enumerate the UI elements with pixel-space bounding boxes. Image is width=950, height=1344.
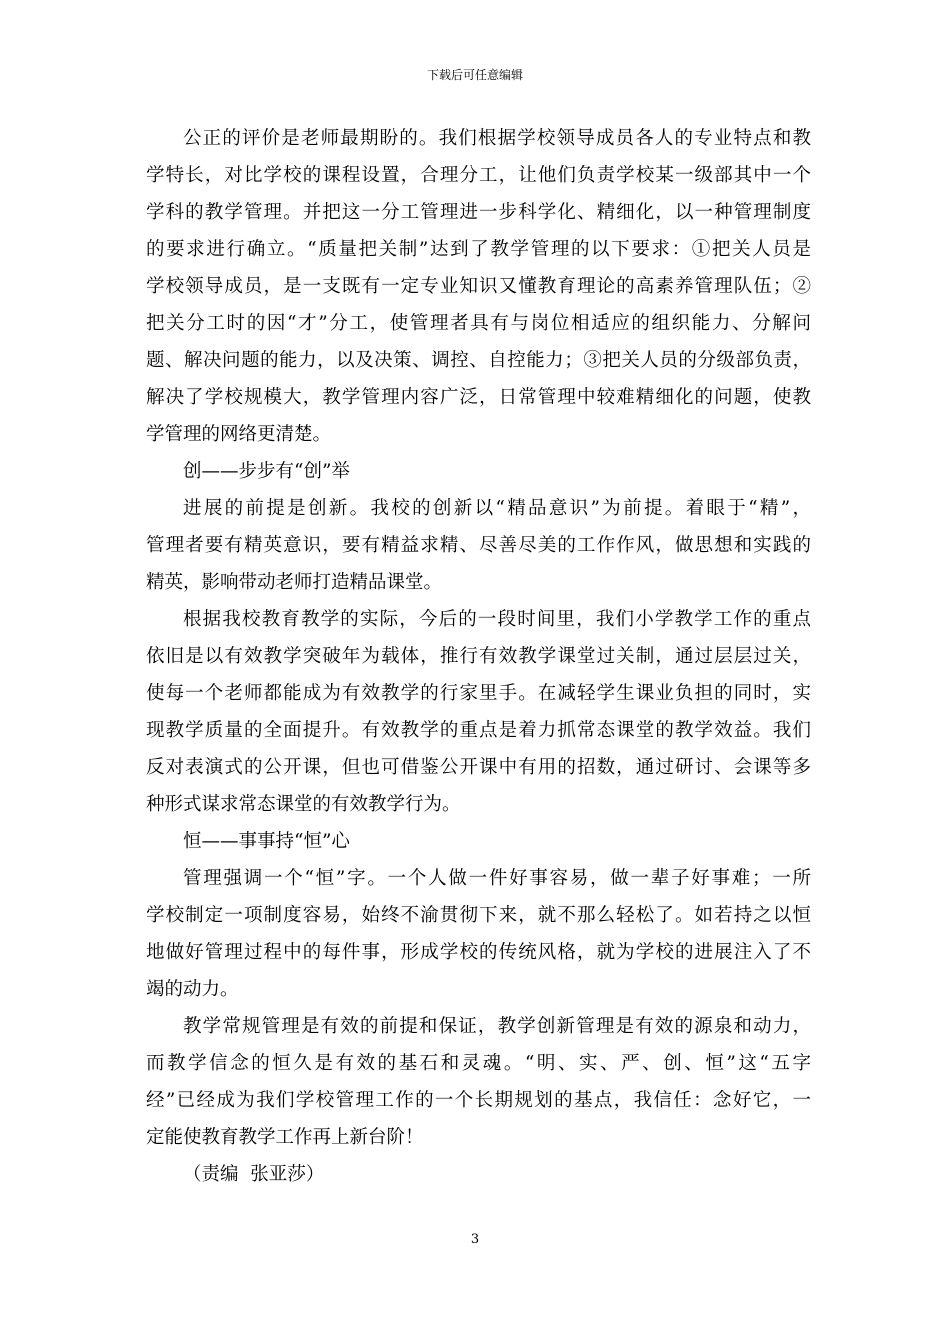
body-line: 而教学信念的恒久是有效的基石和灵魂。“明、实、严、创、恒”这“五字	[146, 1053, 811, 1074]
body-line: 经”已经成为我们学校管理工作的一个长期规划的基点，我信任：念好它，一	[146, 1090, 811, 1111]
body-line: 根据我校教育教学的实际，今后的一段时间里，我们小学教学工作的重点	[183, 609, 811, 630]
page-header: 下载后可任意编辑	[426, 68, 523, 82]
body-line: 管理者要有精英意识，要有精益求精、尽善尽美的工作作风，做思想和实践的	[146, 535, 811, 556]
body-line: 学科的教学管理。并把这一分工管理进一步科学化、精细化，以一种管理制度	[146, 202, 811, 223]
body-line: 精英，影响带动老师打造精品课堂。	[146, 572, 443, 593]
body-line: 的要求进行确立。“质量把关制”达到了教学管理的以下要求：①把关人员是	[146, 239, 811, 260]
body-line: 题、解决问题的能力，以及决策、调控、自控能力；③把关人员的分级部负责，	[146, 350, 811, 371]
body-line: 学特长，对比学校的课程设置，合理分工，让他们负责学校某一级部其中一个	[146, 165, 811, 186]
body-line: 反对表演式的公开课，但也可借鉴公开课中有用的招数，通过研讨、会课等多	[146, 757, 811, 778]
body-line: 依旧是以有效教学突破年为载体，推行有效教学课堂过关制，通过层层过关，	[146, 646, 811, 667]
body-line: 把关分工时的因“才”分工，使管理者具有与岗位相适应的组织能力、分解问	[146, 313, 811, 334]
page-number: 3	[470, 1232, 480, 1247]
editor-credit: （责编 张亚莎）	[183, 1164, 325, 1185]
body-line: 竭的动力。	[146, 979, 239, 1000]
body-line: 公正的评价是老师最期盼的。我们根据学校领导成员各人的专业特点和教	[183, 128, 811, 149]
body-line: 教学常规管理是有效的前提和保证，教学创新管理是有效的源泉和动力，	[183, 1016, 811, 1037]
body-line: 管理强调一个“恒”字。一个人做一件好事容易，做一辈子好事难；一所	[183, 868, 811, 889]
body-line: 解决了学校规模大，教学管理内容广泛，日常管理中较难精细化的问题，使教	[146, 387, 811, 408]
body-line: 使每一个老师都能成为有效教学的行家里手。在减轻学生课业负担的同时，实	[146, 683, 811, 704]
body-line: 地做好管理过程中的每件事，形成学校的传统风格，就为学校的进展注入了不	[146, 942, 811, 963]
body-line: 现教学质量的全面提升。有效教学的重点是着力抓常态课堂的教学效益。我们	[146, 720, 811, 741]
body-line: 学校领导成员，是一支既有一定专业知识又懂教育理论的高素养管理队伍；②	[146, 276, 811, 297]
body-line: 种形式谋求常态课堂的有效教学行为。	[146, 794, 461, 815]
body-line: 定能使教育教学工作再上新台阶！	[146, 1127, 424, 1148]
body-line: 学管理的网络更清楚。	[146, 424, 332, 445]
body-line: 进展的前提是创新。我校的创新以“精品意识”为前提。着眼于“精”，	[183, 498, 811, 519]
section-heading: 创——步步有“创”举	[183, 461, 350, 482]
body-line: 学校制定一项制度容易，始终不渝贯彻下来，就不那么轻松了。如若持之以恒	[146, 905, 811, 926]
section-heading: 恒——事事持“恒”心	[183, 831, 350, 852]
